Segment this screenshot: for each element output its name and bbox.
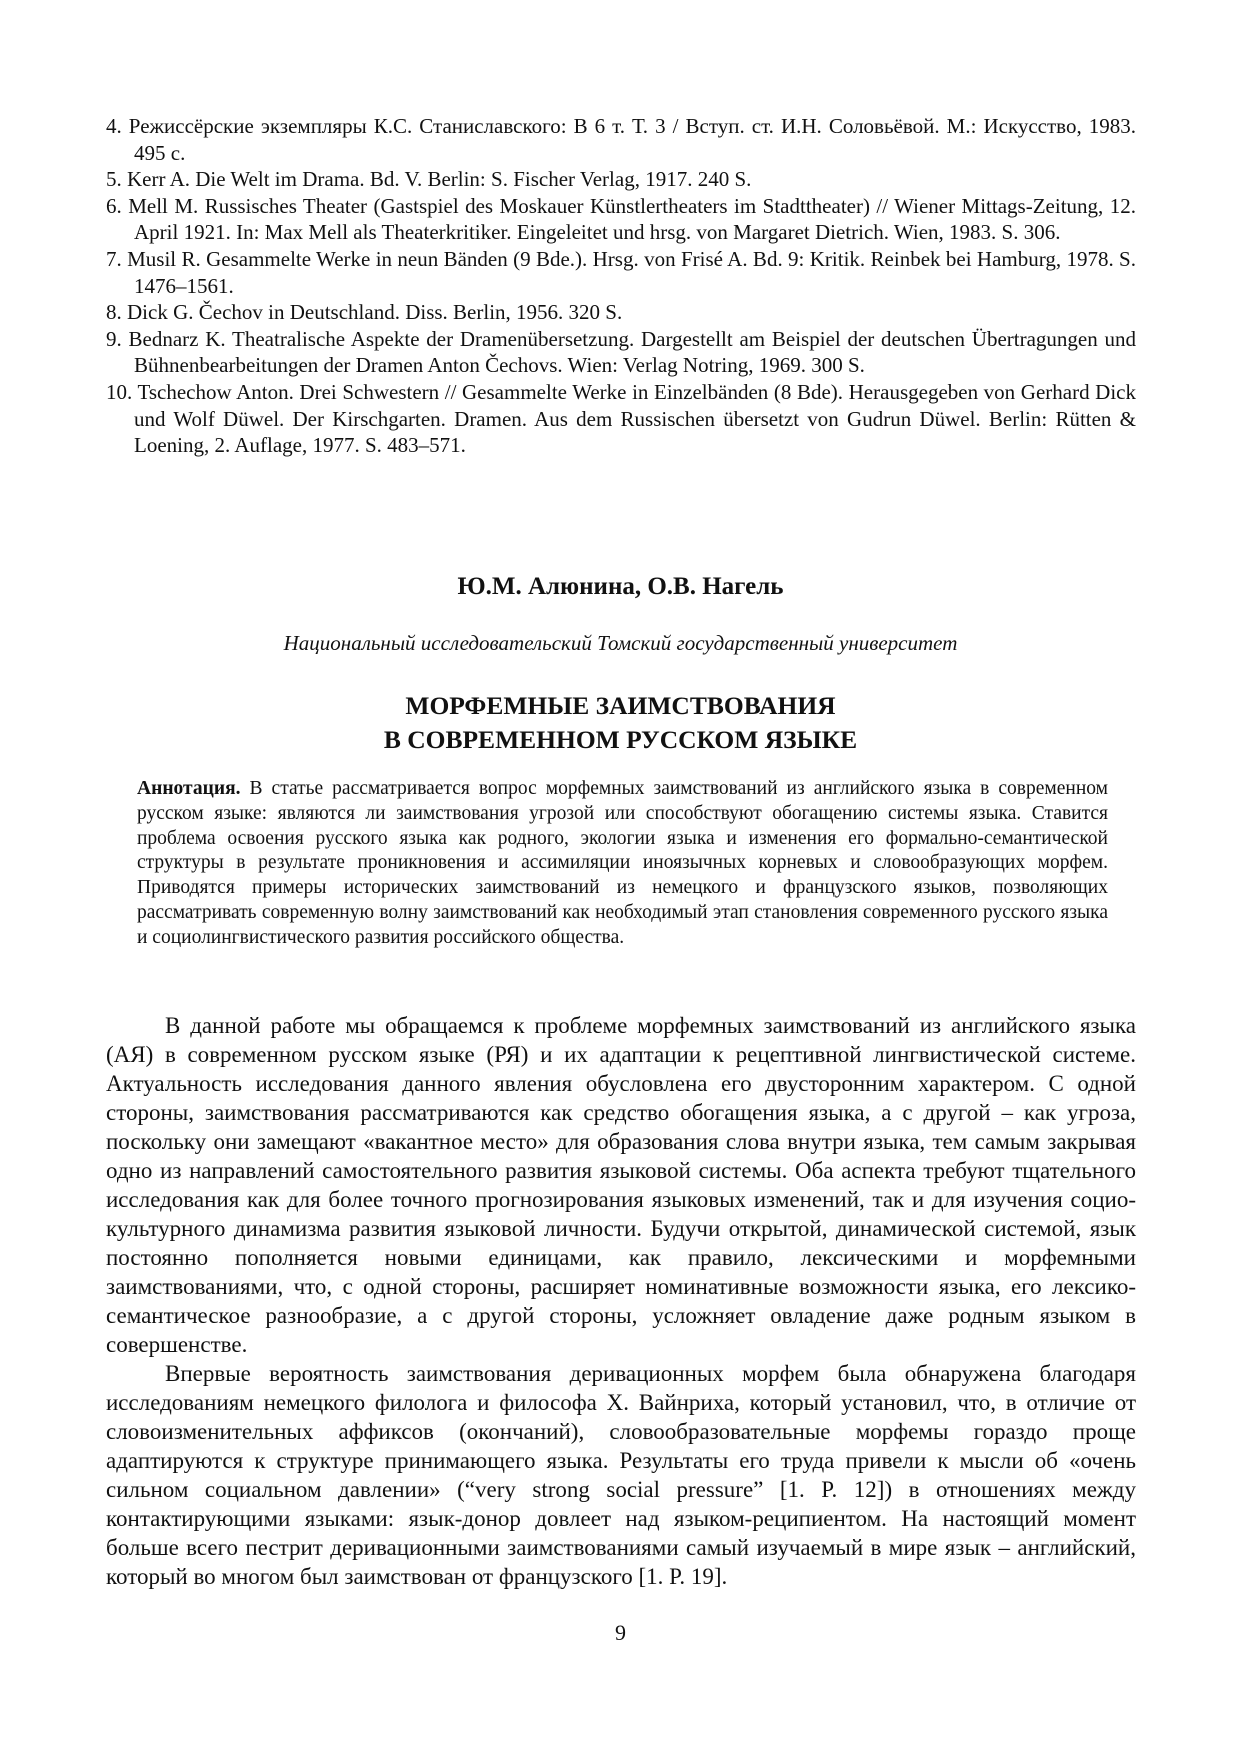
reference-item: 10. Tschechow Anton. Drei Schwestern // Gesammelte Werke in Einzelbänden (8 Bde). Herausgegeben von Gerhard Dick und Wolf Düwel. Der Kirschgarten. Dramen. Aus dem Russischen übersetzt von Gudrun Düwel. Berlin: Rütten & Loening, 2. Auflage, 1977. S. 483–571.	[106, 379, 1136, 458]
abstract	[137, 777, 1108, 951]
reference-item: 8. Dick G. Čechov in Deutschland. Diss. Berlin, 1956. 320 S.	[106, 300, 623, 325]
body-paragraph: Впервые вероятность заимствования деривационных морфем была обнаружена благодаря исследованиям немецкого филолога и философа Х. Вайнриха, который установил, что, в отличие от словоизменительных аффиксов (окончаний), словообразовательные морфемы гораздо проще адаптируются к структуре принимающего языка. Результаты его труда привели к мысли об «очень сильном социальном давлении» (“very strong social pressure” [1. P. 12]) в отношениях между контактирующими языками: язык-донор довлеет над языком-реципиентом. На настоящий момент больше всего пестрит деривационными заимствованиями самый изучаемый в мире язык – английский, который во многом был заимствован от французского [1. P. 19].	[106, 1361, 1136, 1589]
article-body	[106, 1011, 1136, 1591]
article-title	[0, 689, 1241, 757]
reference-item: 7. Musil R. Gesammelte Werke in neun Bänden (9 Bde.). Hrsg. von Frisé A. Bd. 9: Kritik. Reinbek bei Hamburg, 1978. S. 1476–1561.	[106, 246, 1136, 298]
abstract-label: Аннотация.	[137, 778, 241, 799]
article-authors: Ю.М. Алюнина, О.В. Нагель	[457, 573, 784, 600]
article-title-line-1: МОРФЕМНЫЕ ЗАИМСТВОВАНИЯ	[405, 691, 836, 720]
reference-item: 9. Bednarz K. Theatralische Aspekte der Dramenübersetzung. Dargestellt am Beispiel der deutschen Übertragungen und Bühnenbearbeitungen der Dramen Anton Čechovs. Wien: Verlag Notring, 1969. 300 S.	[106, 326, 1136, 378]
article-affiliation: Национальный исследовательский Томский государственный университет	[283, 631, 958, 655]
reference-list	[106, 113, 1136, 459]
body-paragraph: В данной работе мы обращаемся к проблеме морфемных заимствований из английского языка (АЯ) в современном русском языке (РЯ) и их адаптации к рецептивной лингвистической системе. Актуальность исследования данного явления обусловлена его двусторонним характером. С одной стороны, заимствования рассматриваются как средство обогащения языка, а с другой – как угроза, поскольку они замещают «вакантное место» для образования слова внутри языка, тем самым закрывая одно из направлений самостоятельного развития языковой системы. Оба аспекта требуют тщательного исследования как для более точного прогнозирования языковых изменений, так и для изучения социо-культурного динамизма развития языковой личности. Будучи открытой, динамической системой, язык постоянно пополняется новыми единицами, как правило, лексическими и морфемными заимствованиями, что, с одной стороны, расширяет номинативные возможности языка, его лексико-семантическое разнообразие, а с другой стороны, усложняет овладение даже родным языком в совершенстве.	[106, 1013, 1136, 1357]
article-title-line-2: В СОВРЕМЕННОМ РУССКОМ ЯЗЫКЕ	[383, 725, 858, 754]
abstract-text: В статье рассматривается вопрос морфемных заимствований из английского языка в современном русском языке: являются ли заимствования угрозой или способствуют обогащению системы языка. Ставится проблема освоения русского языка как родного, экологии языка и изменения его формально-семантической структуры в результате проникновения и ассимиляции иноязычных корневых и словообразующих морфем. Приводятся примеры исторических заимствований из немецкого и французского языков, позволяющих рассматривать современную волну заимствований как необходимый этап становления современного русского языка и социолингвистического развития российского общества.	[137, 778, 1108, 948]
reference-item: 5. Kerr A. Die Welt im Drama. Bd. V. Berlin: S. Fischer Verlag, 1917. 240 S.	[106, 167, 752, 192]
reference-item: 6. Mell M. Russisches Theater (Gastspiel des Moskauer Künstlertheaters im Stadttheater) // Wiener Mittags-Zeitung, 12. April 1921. In: Max Mell als Theaterkritiker. Eingeleitet und hrsg. von Margaret Dietrich. Wien, 1983. S. 306.	[106, 193, 1136, 245]
reference-item: 4. Режиссёрские экземпляры К.С. Станиславского: В 6 т. Т. 3 / Вступ. ст. И.Н. Соловьёвой. М.: Искусство, 1983. 495 с.	[106, 114, 1136, 165]
page-number: 9	[615, 1620, 626, 1645]
